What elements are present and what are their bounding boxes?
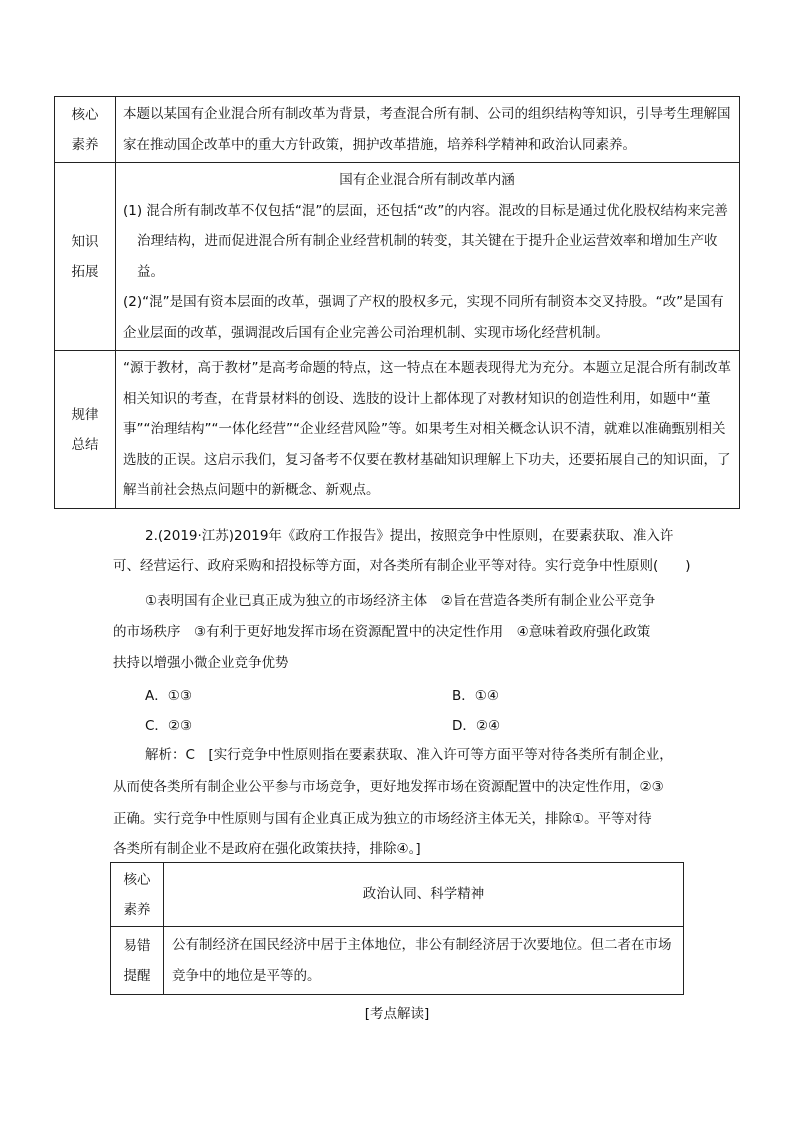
literacy-table — [110, 862, 684, 995]
row-content-summary: “源于教材，高于教材”是高考命题的特点，这一特点在本题表现得尤为充分。本题立足混合所有制改革相关知识的考查，在背景材料的创设、选肢的设计上都体现了对教材知识的创造性利用，如题中“董事”“治理结构”“一体化经营”“企业经营风险”等。如果考生对相关概念认识不清，就难以准确甄别相关选肢的正误。这启示我们，复习备考不仅要在教材基础知识理解上下功夫，还要拓展自己的知识面，了解当前社会热点问题中的新概念、新观点。 — [116, 351, 740, 509]
analysis-line: 正确。实行竞争中性原则与国有企业真正成为独立的市场经济主体无关，排除①。平等对待 — [113, 811, 652, 827]
summary-table — [54, 96, 740, 509]
option-b: B．①④ — [452, 688, 499, 704]
label-line: 总结 — [71, 436, 99, 453]
label-line: 规律 — [71, 406, 99, 423]
label-line: 素养 — [71, 136, 99, 153]
question-statement-line: ①表明国有企业已真正成为独立的市场经济主体 ②旨在营造各类所有制企业公平竞争 — [145, 593, 656, 609]
question-statement-line: 扶持以增强小微企业竞争优势 — [113, 655, 289, 671]
question-statement-line: 的市场秩序 ③有利于更好地发挥市场在资源配置中的决定性作用 ④意味着政府强化政策 — [113, 624, 651, 640]
analysis-line: 从而使各类所有制企业公平参与市场竞争，更好地发挥市场在资源配置中的决定性作用，②③ — [113, 779, 664, 795]
option-d: D．②④ — [452, 718, 501, 734]
table-row — [55, 97, 740, 163]
question-stem-line: 可、经营运行、政府采购和招投标等方面，对各类所有制企业平等对待。实行竞争中性原则( ) — [113, 558, 691, 574]
row-content-warning: 公有制经济在国民经济中居于主体地位，非公有制经济居于次要地位。但二者在市场竞争中的地位是平等的。 — [164, 927, 684, 995]
row-label-knowledge — [55, 163, 116, 351]
row-label-summary — [55, 351, 116, 509]
option-a: A．①③ — [145, 688, 192, 704]
question-stem-line: 2.(2019·江苏)2019年《政府工作报告》提出，按照竞争中性原则，在要素获取、准入许 — [145, 528, 674, 544]
table-row — [111, 863, 684, 927]
table-row — [111, 927, 684, 995]
row-content-core: 政治认同、科学精神 — [164, 863, 684, 927]
table-row — [55, 351, 740, 509]
row-label-core — [111, 863, 164, 927]
row-label-core — [55, 97, 116, 163]
label-line: 易错 — [123, 937, 151, 954]
row-content-knowledge — [116, 163, 740, 351]
knowledge-item-1: (1) 混合所有制改革不仅包括“混”的层面，还包括“改”的内容。混改的目标是通过优化股权结构来完善治理结构，进而促进混合所有制企业经营机制的转变，其关键在于提升企业运营效率和增加生产收益。 — [123, 202, 728, 280]
label-line: 核心 — [123, 871, 151, 888]
analysis-line: 各类所有制企业不是政府在强化政策扶持，排除④。] — [113, 841, 421, 857]
section-heading: [考点解读] — [364, 1006, 430, 1022]
analysis-line: 解析：C [实行竞争中性原则指在要素获取、准入许可等方面平等对待各类所有制企业， — [145, 747, 673, 763]
row-content-core: 本题以某国有企业混合所有制改革为背景，考查混合所有制、公司的组织结构等知识，引导考生理解国家在推动国企改革中的重大方针政策，拥护改革措施，培养科学精神和政治认同素养。 — [116, 97, 740, 163]
label-line: 核心 — [71, 106, 99, 123]
row-label-warning — [111, 927, 164, 995]
option-c: C．②③ — [145, 718, 193, 734]
knowledge-item-2: (2)“混”是国有资本层面的改革，强调了产权的股权多元，实现不同所有制资本交叉持股。“改”是国有企业层面的改革，强调混改后国有企业完善公司治理机制、实现市场化经营机制。 — [123, 294, 724, 341]
knowledge-title: 国有企业混合所有制改革内涵 — [339, 172, 515, 188]
table-row — [55, 163, 740, 351]
label-line: 提醒 — [123, 967, 151, 984]
label-line: 素养 — [123, 901, 151, 918]
label-line: 拓展 — [71, 263, 99, 280]
label-line: 知识 — [71, 233, 99, 250]
